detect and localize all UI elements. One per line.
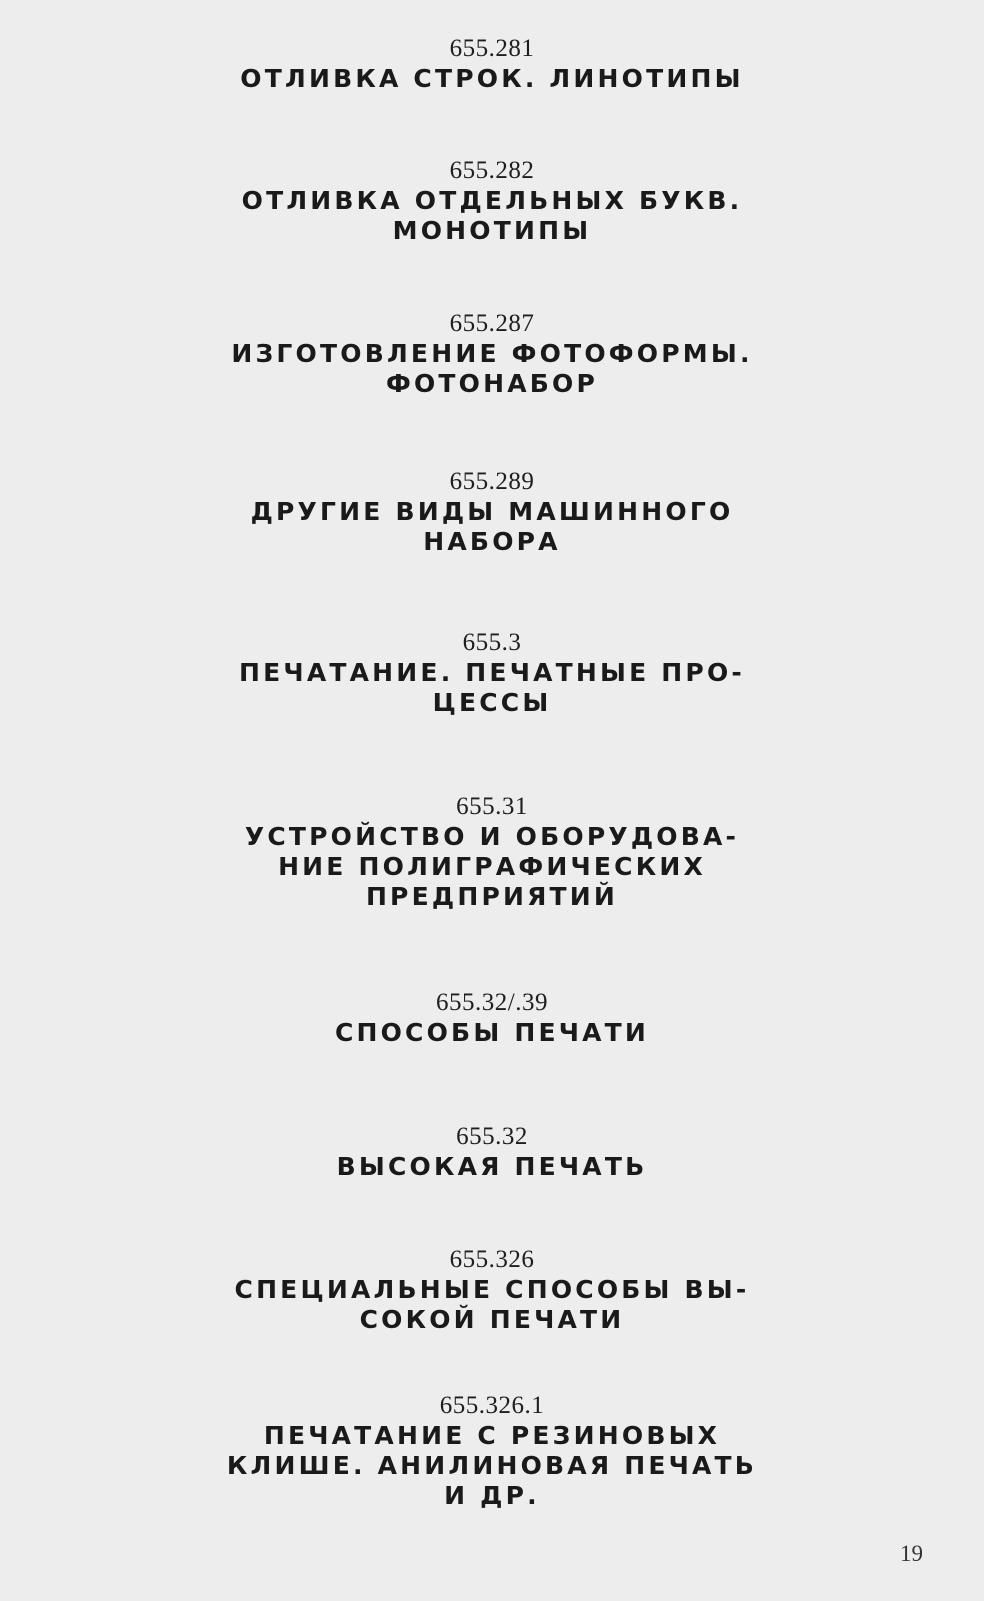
udc-heading xyxy=(0,1275,984,1335)
udc-heading xyxy=(0,339,984,399)
udc-code: 655.32/.39 xyxy=(436,989,548,1016)
heading-line: ЦЕССЫ xyxy=(432,688,552,717)
heading-line: ОТЛИВКА СТРОК. ЛИНОТИПЫ xyxy=(240,64,744,93)
heading-line: СПОСОБЫ ПЕЧАТИ xyxy=(334,1018,650,1047)
heading-line: МОНОТИПЫ xyxy=(392,216,592,245)
udc-heading xyxy=(0,64,984,94)
heading-line: ВЫСОКАЯ ПЕЧАТЬ xyxy=(336,1152,648,1181)
heading-line: ФОТОНАБОР xyxy=(385,369,599,398)
heading-line: ОТЛИВКА ОТДЕЛЬНЫХ БУКВ. xyxy=(241,186,743,215)
udc-entry-655-32 xyxy=(0,1122,984,1182)
udc-heading xyxy=(0,186,984,246)
udc-code: 655.3 xyxy=(462,629,522,656)
udc-code: 655.326 xyxy=(449,1246,535,1273)
heading-line: СОКОЙ ПЕЧАТИ xyxy=(359,1305,625,1334)
udc-heading xyxy=(0,658,984,718)
udc-code: 655.32 xyxy=(456,1123,528,1150)
heading-line: ПРЕДПРИЯТИЙ xyxy=(365,882,619,911)
heading-line: И ДР. xyxy=(444,1481,540,1510)
heading-line: ИЗГОТОВЛЕНИЕ ФОТОФОРМЫ. xyxy=(231,339,753,368)
heading-line: СПЕЦИАЛЬНЫЕ СПОСОБЫ ВЫ- xyxy=(234,1275,750,1304)
heading-line: ПЕЧАТАНИЕ. ПЕЧАТНЫЕ ПРО- xyxy=(239,658,745,687)
udc-heading xyxy=(0,1421,984,1511)
heading-line: НИЕ ПОЛИГРАФИЧЕСКИХ xyxy=(278,852,706,881)
udc-entry-655-31 xyxy=(0,792,984,912)
heading-line: УСТРОЙСТВО И ОБОРУДОВА- xyxy=(244,822,740,851)
udc-code: 655.287 xyxy=(449,310,535,337)
udc-entry-655-3 xyxy=(0,628,984,718)
udc-entry-655-281 xyxy=(0,34,984,94)
udc-entry-655-287 xyxy=(0,309,984,399)
udc-heading xyxy=(0,497,984,557)
udc-code: 655.289 xyxy=(449,468,535,495)
udc-entry-655-326-1 xyxy=(0,1391,984,1511)
udc-heading xyxy=(0,1152,984,1182)
heading-line: ПЕЧАТАНИЕ С РЕЗИНОВЫХ xyxy=(263,1421,721,1450)
udc-entry-655-289 xyxy=(0,467,984,557)
udc-code: 655.282 xyxy=(449,157,535,184)
udc-entry-655-326 xyxy=(0,1245,984,1335)
udc-code: 655.281 xyxy=(449,35,535,62)
heading-line: ДРУГИЕ ВИДЫ МАШИННОГО xyxy=(250,497,734,526)
udc-code: 655.31 xyxy=(456,793,528,820)
heading-line: КЛИШЕ. АНИЛИНОВАЯ ПЕЧАТЬ xyxy=(226,1451,758,1480)
udc-entry-655-282 xyxy=(0,156,984,246)
udc-entry-655-32-39 xyxy=(0,988,984,1048)
udc-heading xyxy=(0,1018,984,1048)
udc-heading xyxy=(0,822,984,912)
heading-line: НАБОРА xyxy=(423,527,561,556)
udc-code: 655.326.1 xyxy=(439,1392,545,1419)
page-number: 19 xyxy=(900,1541,923,1566)
